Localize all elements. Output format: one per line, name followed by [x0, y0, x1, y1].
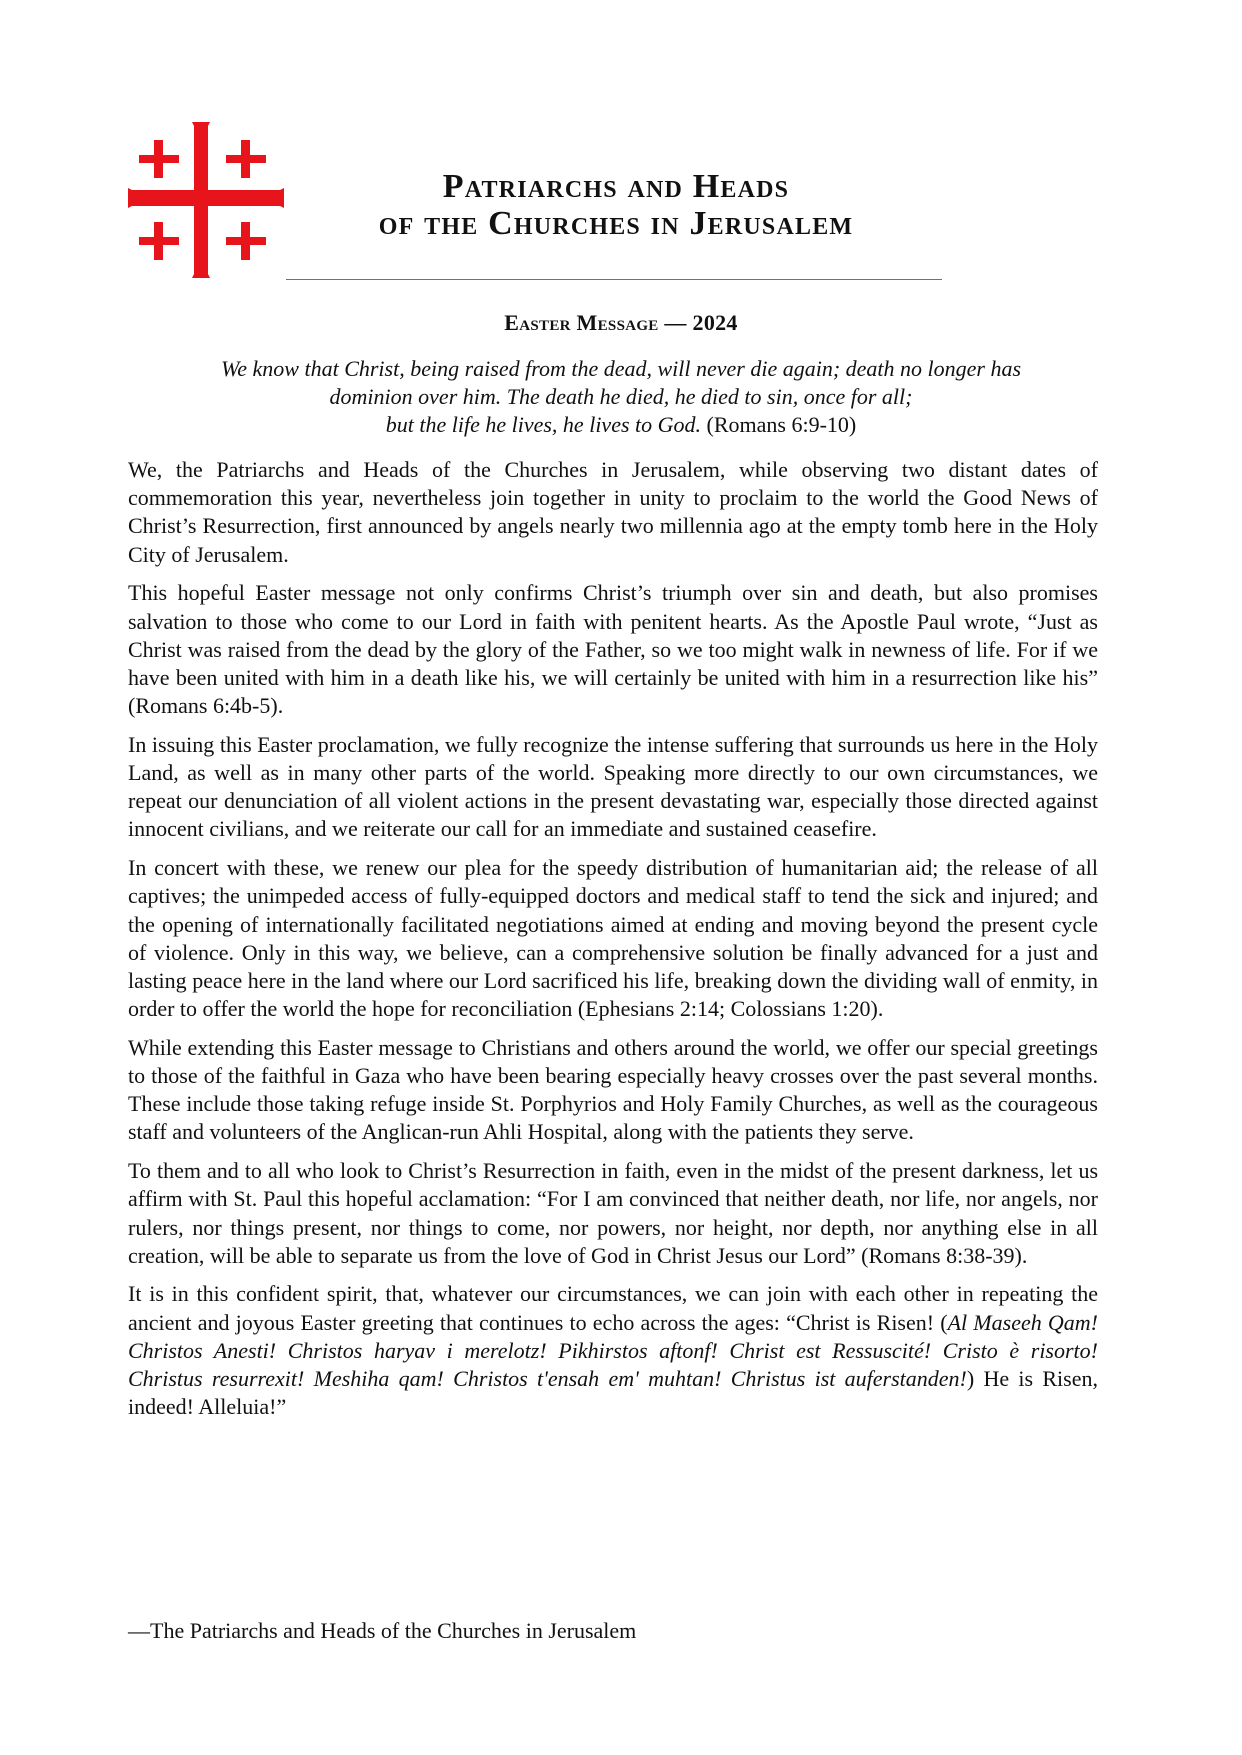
- paragraph: In issuing this Easter proclamation, we fully recognize the intense suffering that surrounds us here in the Holy Land, as well as in many other parts of the world. Speaking more directly to our own circumstances, we repeat our denunciation of all violent actions in the present devastating war, especially those directed against innocent civilians, and we reiterate our call for an immediate and sustained ceasefire.: [128, 731, 1098, 842]
- epigraph-last-line: [386, 412, 856, 437]
- easter-greetings-multilingual: Al Maseeh Qam! Christos Anesti! Christos haryav i merelotz! Pikhirstos aftonf! Christ est Ressuscité! Cristo è risorto! Christus resurrexit! Meshiha qam! Christos t'ensah em' muhtan! Christus ist auferstanden!: [128, 1309, 1098, 1392]
- epigraph-line: dominion over him. The death he died, he died to sin, once for all;: [329, 384, 913, 409]
- epigraph-line: but the life he lives, he lives to God.: [385, 412, 702, 437]
- epigraph: [128, 355, 1114, 439]
- paragraph: While extending this Easter message to Christians and others around the world, we offer our special greetings to those of the faithful in Gaza who have been bearing especially heavy crosses over the past several months. These include those taking refuge inside St. Porphyrios and Holy Family Churches, as well as the courageous staff and volunteers of the Anglican-run Ahli Hospital, along with the patients they serve.: [128, 1034, 1098, 1145]
- letterhead-divider: [286, 279, 942, 280]
- signature: —The Patriarchs and Heads of the Churches in Jerusalem: [128, 1618, 637, 1643]
- final-paragraph-intro: It is in this confident spirit, that, whatever our circumstances, we can join with each other in repeating the ancient and joyous Easter greeting that continues to echo across the ages: “Christ is Risen! (: [128, 1281, 1098, 1335]
- message-body: [128, 456, 1098, 1432]
- paragraph: We, the Patriarchs and Heads of the Churches in Jerusalem, while observing two distant dates of commemoration this year, nevertheless join together in unity to proclaim to the world the Good News of Christ’s Resurrection, first announced by angels nearly two millennia ago at the empty tomb here in the Holy City of Jerusalem.: [128, 457, 1098, 567]
- document-heading: Easter Message — 2024: [504, 310, 738, 335]
- organization-title-line1: Patriarchs and Heads: [442, 168, 790, 205]
- epigraph-citation: (Romans 6:9-10): [701, 412, 857, 437]
- jerusalem-cross-icon: [126, 120, 286, 280]
- letterhead: [126, 120, 946, 280]
- paragraph: In concert with these, we renew our plea for the speedy distribution of humanitarian aid; the release of all captives; the unimpeded access of fully-equipped doctors and medical staff to tend the sick and injured; and the opening of internationally facilitated negotiations aimed at ending and moving beyond the present cycle of violence. Only in this way, we believe, can a comprehensive solution be finally advanced for a just and lasting peace here in the land where our Lord sacrificed his life, breaking down the dividing wall of enmity, in order to offer the world the hope for reconciliation (Ephesians 2:14; Colossians 1:20).: [128, 855, 1098, 1022]
- organization-title: [316, 168, 916, 242]
- organization-title-line2: of the Churches in Jerusalem: [378, 205, 854, 242]
- paragraph: This hopeful Easter message not only confirms Christ’s triumph over sin and death, but also promises salvation to those who come to our Lord in faith with penitent hearts. As the Apostle Paul wrote, “Just as Christ was raised from the dead by the glory of the Father, so we too might walk in newness of life. For if we have been united with him in a death like his, we will certainly be united with him in a resurrection like his” (Romans 6:4b-5).: [128, 580, 1098, 719]
- paragraph: To them and to all who look to Christ’s Resurrection in faith, even in the midst of the present darkness, let us affirm with St. Paul this hopeful acclamation: “For I am convinced that neither death, nor life, nor angels, nor rulers, nor things present, nor things to come, nor powers, nor height, nor depth, nor anything else in all creation, will be able to separate us from the love of God in Christ Jesus our Lord” (Romans 8:38-39).: [128, 1158, 1098, 1268]
- final-paragraph: [128, 1280, 1098, 1421]
- final-paragraph-closing: ) He is Risen, indeed! Alleluia!”: [128, 1366, 1098, 1420]
- epigraph-line: We know that Christ, being raised from the dead, will never die again; death no longer has: [220, 356, 1022, 381]
